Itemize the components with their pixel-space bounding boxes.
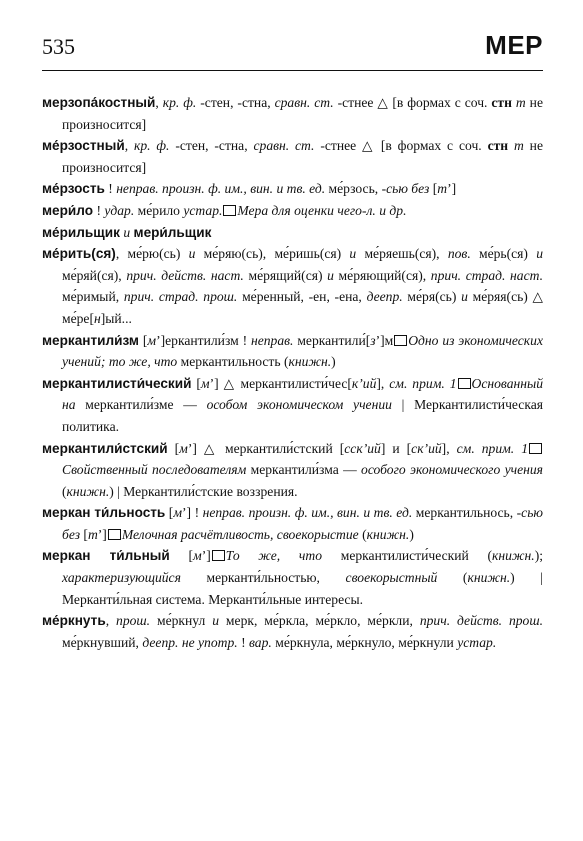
headword: меркантили́зм [42,332,139,348]
italic-note: То же, что [225,548,323,564]
definition-box-icon [394,335,407,346]
entry-text: ( [437,570,468,586]
italic-note: удар. [104,202,135,218]
entry-text: ʼ] [97,526,107,542]
entry-text: меркантильнось, [412,505,517,521]
entry-text: ! [93,202,105,218]
italic-note: см. прим. 1 [389,375,457,391]
entry-text: ʼ] △ меркантилисти́чес[ [209,375,352,391]
italic-note: скʼий [411,440,442,456]
italic-note: Основанный на [62,375,543,413]
italic-note: сравн. ст. [253,138,315,154]
italic-note: см. прим. 1 [456,440,528,456]
italic-note: Мера для оценки чего-л. и др. [237,202,407,218]
entry-text: не произносится] [62,95,543,132]
dictionary-entry [42,330,543,373]
dictionary-entry [42,178,543,200]
italic-note: книжн. [492,548,535,564]
italic-note: т [513,138,524,154]
definition-box-icon [458,378,471,389]
italic-note: сравн. ст. [274,95,334,110]
entry-text: | Меркантилисти́ческая политика. [62,397,544,434]
italic-note: и [327,267,334,283]
dictionary-entry [42,545,543,610]
italic-note: м [147,332,157,348]
headword: ме́рзостный [42,138,125,154]
entry-text: ме́рило [134,202,184,218]
bold-fragment: стн [487,138,509,154]
italic-note: т [87,526,98,542]
entry-text: ] и [ [380,440,412,456]
entry-text: [ [191,375,201,391]
entry-text: ( [358,526,367,542]
italic-note: и [536,246,543,262]
entry-text: мерк, ме́ркла, ме́ркло, ме́ркли, [219,613,420,629]
headword: мерзопа́костный [42,95,156,110]
italic-note: прич. действ. наст. [126,267,244,283]
entry-text: ], [441,440,457,456]
entry-text: , ме́рю(сь) [115,246,189,262]
entry-text: ) [409,526,414,542]
entry-text: ме́ркнула, ме́ркнуло, ме́ркнули [271,634,458,650]
italic-note: м [179,440,188,456]
entry-text: меркантилисти́ческий ( [322,548,492,564]
italic-note: м [173,505,183,521]
entry-text: меркантильность ( [177,354,289,370]
italic-note: т [437,181,448,197]
entry-text: ) | Меркантили́стские воззрения. [109,483,298,499]
italic-note: -сью без [381,181,430,197]
entry-text: не произносится] [62,138,543,175]
entry-text: -стен, -стна, [169,138,254,154]
entry-text: -стнее △ [в формах с соч. [314,138,488,154]
italic-note: устар. [457,634,497,650]
italic-note: з [370,332,376,348]
dictionary-entry [42,135,543,178]
italic-note: особом экономическом учении [206,397,392,413]
entry-text: ) | Мерканти́льная система. Мерканти́льные интересы. [62,570,543,607]
italic-note: прич. страд. прош. [123,289,238,305]
definition-box-icon [108,529,121,540]
italic-note: книжн. [66,483,110,499]
running-head: МЕР [485,30,543,60]
page-header [42,30,543,71]
italic-note: и [349,246,357,262]
headword: меркантилисти́ческий [42,375,192,391]
italic-note: характеризующийся [62,570,181,586]
headword: меркантили́стский [42,440,168,456]
dictionary-entry [42,502,543,545]
dictionary-entry [42,200,543,222]
entry-text: ʼ]м [375,332,394,348]
dictionary-entries [42,92,543,653]
headword: ме́ркнуть [42,613,106,629]
entry-text: [ [138,332,148,348]
entry-text: [ [429,181,438,197]
italic-note: кʼий [351,375,377,391]
entry-text: ме́ря(сь) [402,289,462,305]
definition-box-icon [223,205,236,216]
headword: мери́льщик [133,224,212,240]
headword: ме́рить(ся) [42,246,116,262]
italic-note: Свойственный последователям [62,462,247,478]
italic-note: деепр. не употр. [142,634,238,650]
entry-text: [ [167,440,180,456]
entry-text: меркантили́зма — [246,462,362,478]
dictionary-entry [42,373,543,438]
headword: ме́рильщик [42,224,120,240]
dictionary-entry [42,438,543,503]
entry-text: ме́ркнул [150,613,213,629]
dictionary-entry [42,610,543,653]
italic-note: вар. [249,634,272,650]
italic-note: м [200,375,210,391]
italic-note: кр. ф. [162,95,197,110]
headword: меркан ти́льность [42,505,166,521]
italic-note: книжн. [467,570,511,586]
entry-text: ме́ряй(ся), [62,267,127,283]
page-number: 535 [42,34,75,59]
dictionary-entry [42,243,543,329]
entry-text: ме́ренный, -ен, -ена, [237,289,367,305]
italic-note: устар. [183,202,223,218]
italic-note: книжн. [366,526,410,542]
italic-note: м [193,548,202,564]
entry-text: меркантили́[ [293,332,371,348]
entry-text: -стнее △ [в формах с соч. [333,95,492,110]
entry-text: ! [104,181,117,197]
entry-text: [ [169,548,193,564]
italic-note: прош. [116,613,151,629]
entry-text: , [105,613,117,629]
entry-text: ! [237,634,249,650]
entry-text: ʼ]еркантили́зм ! [156,332,251,348]
italic-note: своекорыстный [345,570,438,586]
italic-note: пов. [447,246,471,262]
italic-note: неправ. произн. ф. им., вин. и тв. ед. [116,181,326,197]
entry-text: ме́ряю(сь), ме́ришь(ся) [195,246,350,262]
entry-text: ме́ряющий(ся), [333,267,431,283]
headword: мери́ло [42,202,94,218]
entry-text: ме́рь(ся) [470,246,537,262]
italic-note: и [123,224,131,240]
definition-box-icon [529,443,542,454]
headword: меркан ти́льный [42,548,170,564]
entry-text: ( [62,483,67,499]
bold-fragment: стн [491,95,512,110]
italic-note: Одно из экономических учений; то же, что [62,332,543,370]
italic-note: неправ. произн. ф. им., вин. и тв. ед. [202,505,413,521]
entry-text: ʼ] [201,548,211,564]
entry-text: ); [534,548,543,564]
italic-note: сскʼий [344,440,381,456]
entry-text: мерканти́льностью, [180,570,346,586]
italic-note: и [212,613,220,629]
definition-box-icon [212,550,225,561]
dictionary-entry [42,92,543,135]
italic-note: н [94,310,101,326]
entry-text: ʼ] [447,181,457,197]
entry-text: , [155,95,163,110]
entry-text: ], [376,375,390,391]
italic-note: деепр. [366,289,403,305]
entry-text: ]ый... [100,310,132,326]
italic-note: прич. страд. наст. [430,267,543,283]
entry-text: меркантили́зме — [75,397,207,413]
entry-text: ме́рящий(ся) [243,267,328,283]
entry-text: ме́ряя(сь) △ ме́ре[ [62,289,544,326]
entry-text: -стен, -стна, [196,95,275,110]
italic-note: т [515,95,526,110]
entry-text: [ [80,526,88,542]
entry-text: ʼ] ! [182,505,203,521]
entry-text: ʼ] △ меркантили́стский [ [187,440,345,456]
entry-text: ме́рзось, [325,181,382,197]
italic-note: особого экономического учения [361,462,543,478]
entry-text: ме́ркнувший, [62,634,143,650]
entry-text: [ [165,505,174,521]
italic-note: прич. действ. прош. [419,613,543,629]
italic-note: и [188,246,196,262]
entry-text: ме́римый, [62,289,124,305]
italic-note: книжн. [288,354,332,370]
entry-text: ме́ряешь(ся), [356,246,448,262]
italic-note: кр. ф. [133,138,170,154]
dictionary-entry [42,222,543,244]
entry-text: ) [331,354,336,370]
entry-text: , [124,138,134,154]
italic-note: неправ. [250,332,294,348]
italic-note: Мелочная расчётливость, своекорыстие [121,526,359,542]
headword: ме́рзость [42,181,105,197]
italic-note: и [461,289,468,305]
italic-note: -сью без [62,505,543,542]
